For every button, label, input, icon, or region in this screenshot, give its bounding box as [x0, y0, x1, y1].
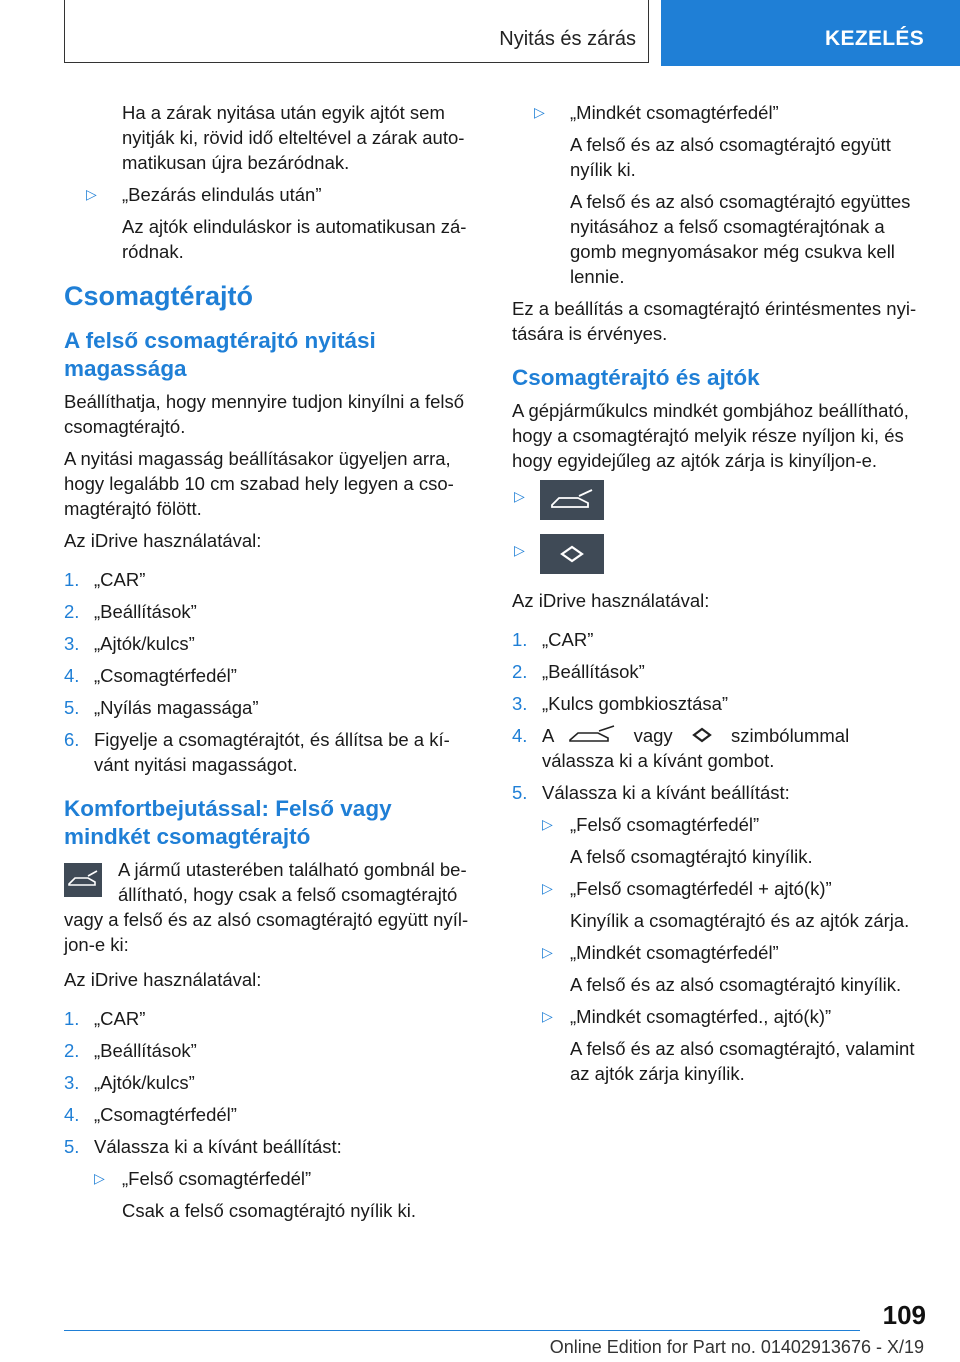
- paragraph: A nyitási magasság beállításakor ügyeljen arra, hogy legalább 10 cm szabad hely legyen a cso-magtérajtó fölött.: [64, 448, 454, 519]
- list-item: 1. „CAR”: [64, 1008, 146, 1029]
- option-desc: A felső és az alsó csomagtérajtó együttes nyitásához a felső csomagtérajtónak a gomb megnyomásakor még csukva kell lennie.: [570, 191, 911, 287]
- list-item: 3. „Ajtók/kulcs”: [64, 1072, 195, 1093]
- paragraph: A gépjárműkulcs mindkét gombjához beállítható, hogy a csomagtérajtó melyik része nyíljon ki, és hogy egyidejűleg az ajtók zárja is kinyíljon-e.: [512, 400, 909, 471]
- list-item: 5. Válassza ki a kívánt beállítást:: [64, 1136, 342, 1157]
- paragraph: Beállíthatja, hogy mennyire tudjon kinyílni a felső csomagtérajtó.: [64, 391, 465, 437]
- page-header: [0, 0, 960, 66]
- triangle-bullet-icon: ▷: [514, 542, 525, 558]
- list-item: 5. „Nyílás magassága”: [64, 697, 259, 718]
- list-item: 1. „CAR”: [64, 569, 146, 590]
- list-item: 4. „Csomagtérfedél”: [64, 665, 237, 686]
- steps-list-1: [64, 567, 476, 777]
- list-item: 6. Figyelje a csomagtérajtót, és állítsa be a kí-vánt nyitási magasságot.: [64, 729, 450, 775]
- list-item: 3. „Kulcs gombkiosztása”: [512, 693, 729, 714]
- steps-list-2: [64, 1006, 476, 1159]
- sub-option: ▷ „Mindkét csomagtérfedél”: [542, 942, 779, 963]
- list-item: 5. Válassza ki a kívánt beállítást:: [512, 782, 790, 803]
- option-label: „Bezárás elindulás után”: [122, 184, 322, 205]
- sub-option: ▷ „Felső csomagtérfedél”: [94, 1168, 312, 1189]
- option-item: [64, 182, 476, 207]
- chapter-tab: [661, 0, 960, 66]
- sub-option: ▷ „Felső csomagtérfedél + ajtó(k)”: [542, 878, 832, 899]
- header-frame: [64, 0, 649, 63]
- list-item: 1. „CAR”: [512, 629, 594, 650]
- right-column: [512, 100, 926, 1093]
- subsection-heading-comfort: Komfortbejutással: Felső vagy mindkét csomagtérajtó: [64, 796, 392, 849]
- option-item: ▷ „Mindkét csomagtérfedél”: [534, 102, 779, 123]
- list-item: 2. „Beállítások”: [64, 601, 197, 622]
- comfort-paragraph: A jármű utasterében található gombnál be-állítható, hogy csak a felső csomagtérajtó vagy a felső és az alsó csomagtérajtó együtt nyíl-jon-e ki:: [64, 859, 469, 955]
- list-item: 2. „Beállítások”: [512, 661, 645, 682]
- footer-divider: [64, 1330, 860, 1331]
- list-item: 4. „Csomagtérfedél”: [64, 1104, 237, 1125]
- symbol-row: [512, 480, 926, 528]
- triangle-bullet-icon: ▷: [514, 488, 525, 504]
- subsection-heading-doors: Csomagtérajtó és ajtók: [512, 365, 760, 390]
- sub-option-desc: A felső és az alsó csomagtérajtó, valamint az ajtók zárja kinyílik.: [570, 1038, 915, 1084]
- page-number: 109: [882, 1300, 926, 1330]
- sub-option-desc: Kinyílik a csomagtérajtó és az ajtók zárja.: [570, 910, 910, 931]
- triangle-bullet-icon: ▷: [94, 1170, 105, 1186]
- chapter-label: KEZELÉS: [825, 27, 924, 50]
- list-item: 4. A vagy szimbólummal válassza ki a kívánt gombot.: [512, 725, 850, 771]
- paragraph: Ez a beállítás a csomagtérajtó érintésmentes nyi-tására is érvényes.: [512, 298, 917, 344]
- option-desc: A felső és az alsó csomagtérajtó együtt nyílik ki.: [570, 134, 891, 180]
- bmw-key-symbol-icon: [540, 534, 604, 574]
- list-item: 3. „Ajtók/kulcs”: [64, 633, 195, 654]
- section-title: Nyitás és zárás: [499, 28, 636, 50]
- paragraph: Az iDrive használatával:: [64, 530, 262, 551]
- sub-option-desc: Csak a felső csomagtérajtó nyílik ki.: [122, 1200, 417, 1221]
- triangle-bullet-icon: ▷: [86, 186, 97, 202]
- subsection-heading-height: A felső csomagtérajtó nyitási magassága: [64, 328, 376, 381]
- sub-option: ▷ „Mindkét csomagtérfed., ajtó(k)”: [542, 1006, 832, 1027]
- paragraph: Az iDrive használatával:: [512, 590, 710, 611]
- list-item: 2. „Beállítások”: [64, 1040, 197, 1061]
- option-desc: Az ajtók elinduláskor is automatikusan zá-ródnak.: [122, 216, 467, 262]
- section-heading: Csomagtérajtó: [64, 281, 254, 311]
- edition-footer: Online Edition for Part no. 01402913676 - X/19: [549, 1337, 924, 1357]
- sub-option-desc: A felső és az alsó csomagtérajtó kinyílik.: [570, 974, 902, 995]
- steps-list-3: [512, 627, 926, 805]
- sub-option: ▷ „Felső csomagtérfedél”: [542, 814, 760, 835]
- left-column: [64, 100, 476, 1223]
- bmw-key-inline-icon: [682, 724, 722, 746]
- sub-option-desc: A felső csomagtérajtó kinyílik.: [570, 846, 813, 867]
- symbol-row: [512, 534, 926, 582]
- car-tailgate-inline-icon: [562, 724, 624, 746]
- triangle-bullet-icon: ▷: [534, 104, 545, 120]
- intro-text: Ha a zárak nyitása után egyik ajtót sem nyitják ki, rövid idő elteltével a zárak auto-matikusan újra bezáródnak.: [122, 102, 465, 173]
- paragraph: Az iDrive használatával:: [64, 969, 262, 990]
- car-tailgate-symbol-icon: [540, 480, 604, 520]
- tailgate-button-icon: [64, 863, 102, 897]
